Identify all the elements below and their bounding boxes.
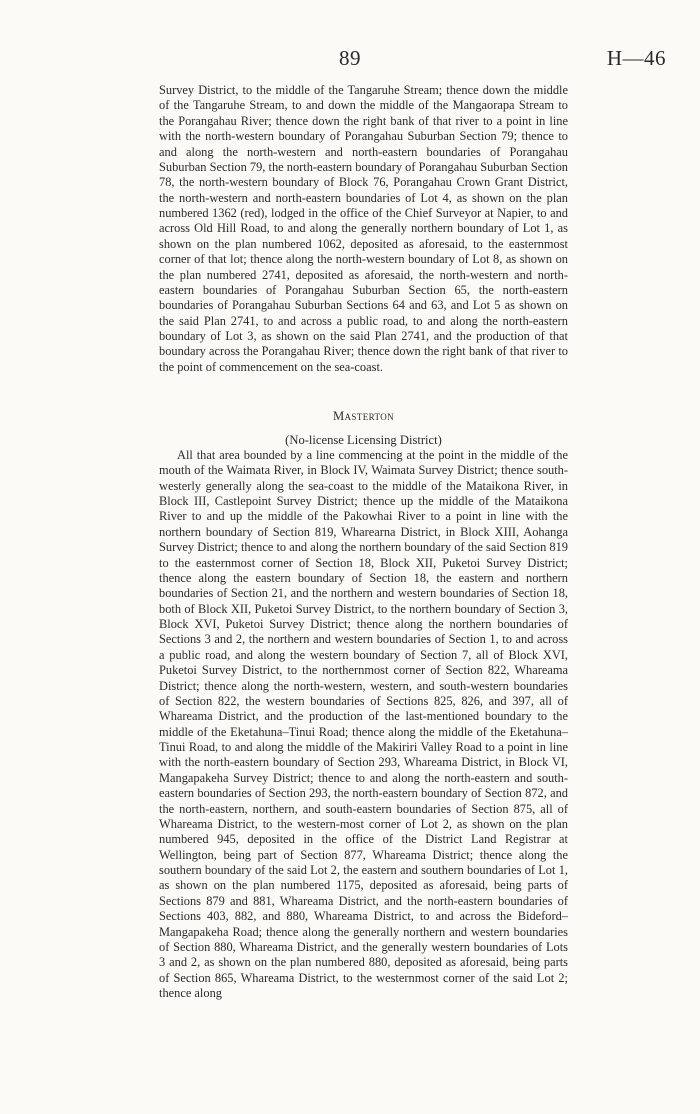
section-spacer: [159, 375, 568, 409]
heading-spacer: [159, 425, 568, 433]
page-number: 89: [339, 46, 361, 70]
boundary-description-paragraph: All that area bounded by a line commencing at the point in the middle of the mouth of the Waimata River, in Block IV, Waimata Survey District; thence south-westerly generally along the sea-coast to the middle of the Mataikona River, in Block III, Castlepoint Survey District; thence up the middle of the Mataikona River to and up the middle of the Pakowhai River to a point in line with the northern boundary of Section 819, Wharearna District, in Block XIII, Aohanga Survey District; thence to and along the northern boundary of the said Section 819 to the easternmost corner of Section 18, Block XII, Puketoi Survey District; thence along the eastern boundary of Section 18, the eastern and northern boundaries of Section 21, and the northern and western boundaries of Section 18, both of Block XII, Puketoi Survey District, to the northern boundary of Section 3, Block XVI, Puketoi Survey District; thence along the northern boundaries of Sections 3 and 2, the northern and western boundaries of Section 1, to and across a public road, and along the western boundary of Section 7, all of Block XVI, Puketoi Survey District, to the northernmost corner of Section 822, Whareama District; thence along the north-western, western, and south-western boundaries of Section 822, the western boundaries of Sections 825, 826, and 397, all of Whareama District, and the production of the last-mentioned boundary to the middle of the Eketahuna–Tinui Road; thence along the middle of the Eketahuna–Tinui Road, to and along the middle of the Makiriri Valley Road to a point in line with the north-eastern boundary of Section 293, Whareama District, in Block VI, Mangapakeha Survey District; thence to and along the north-eastern and south-eastern boundaries of Section 293, the north-eastern boundary of Section 872, and the north-eastern, northern, and south-eastern boundaries of Section 875, all of Whareama District, to the western-most corner of Lot 2, as shown on the plan numbered 945, deposited in the office of the District Land Registrar at Wellington, being part of Section 877, Whareama District; thence along the southern boundary of the said Lot 2, the eastern and southern boundaries of Lot 1, as shown on the plan numbered 1175, deposited as aforesaid, being parts of Sections 879 and 881, Whareama District, and the north-eastern boundaries of Sections 403, 882, and 880, Whareama District, to and across the Bideford–Mangapakeha Road; thence along the generally northern and western boundaries of Section 880, Whareama District, and the generally western boundaries of Lots 3 and 2, as shown on the plan numbered 880, deposited as aforesaid, being parts of Section 865, Whareama District, to the westernmost corner of the said Lot 2; thence along: [159, 447, 568, 1000]
section-title: Masterton: [332, 409, 395, 424]
section-subtitle: (No-license Licensing District): [285, 432, 442, 447]
continued-paragraph: Survey District, to the middle of the Tangaruhe Stream; thence down the middle of the Tangaruhe Stream, to and down the middle of the Mangaorapa Stream to the Porangahau River; thence down the right bank of that river to a point in line with the north-western boundary of Porangahau Suburban Section 79; thence to and along the north-western and north-eastern boundaries of Porangahau Suburban Section 79, the north-eastern boundary of Porangahau Suburban Section 78, the north-western boundary of Block 76, Porangahau Crown Grant District, the north-western and north-eastern boundaries of Lot 4, as shown on the plan numbered 1362 (red), lodged in the office of the Chief Surveyor at Napier, to and across Old Hill Road, to and along the generally northern boundary of Lot 1, as shown on the plan numbered 1062, deposited as aforesaid, to the easternmost corner of that lot; thence along the north-western boundary of Lot 8, as shown on the plan numbered 2741, deposited as aforesaid, the north-western and north-eastern boundaries of Porangahau Suburban Section 65, the north-eastern boundaries of Porangahau Suburban Sections 64 and 63, and Lot 5 as shown on the said Plan 2741, to and across a public road, to and along the north-eastern boundary of Lot 3, as shown on the said Plan 2741, and the production of that boundary across the Porangahau River; thence down the right bank of that river to the point of commencement on the sea-coast.: [159, 83, 568, 374]
document-code: H—46: [606, 46, 666, 70]
text-column: [159, 83, 568, 1001]
